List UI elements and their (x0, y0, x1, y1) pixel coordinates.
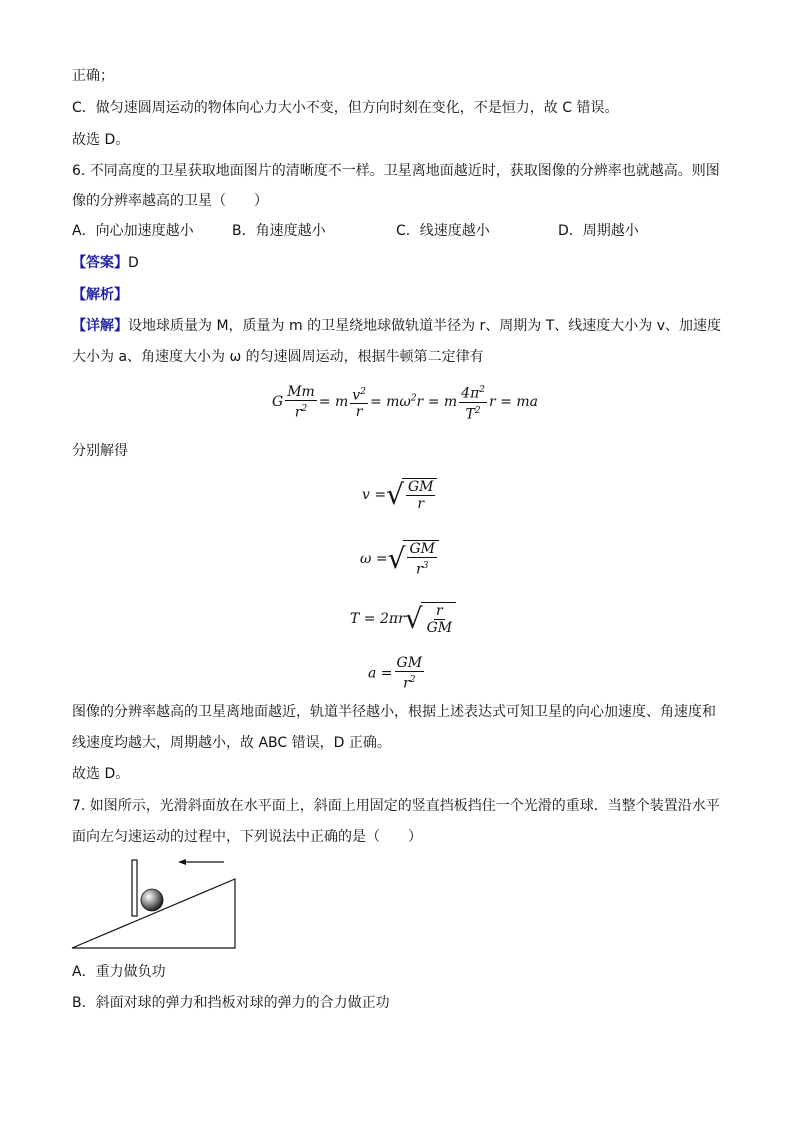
newton-equation: G $\frac{Mm}{r^2}$ = m $\frac{v^2}{r}$ = $m\omega^2r = m$ $\frac{4\pi^2}{T^2}$ r = ma (272, 383, 538, 423)
analysis-line (72, 285, 128, 305)
ball (141, 889, 163, 911)
conclusion-line-1: 图像的分辨率越高的卫星离地面越近，轨道半径越小，根据上述表达式可知卫星的向心加速度、角速度和 (72, 704, 716, 720)
detail-tag: 【详解】 (72, 318, 128, 334)
question-7-stem: 7. 如图所示，光滑斜面放在水平面上，斜面上用固定的竖直挡板挡住一个光滑的重球．当整个装置沿水平 (72, 798, 720, 814)
equation-v: v = √ $\frac{GM}{r}$ (362, 478, 437, 512)
question-7-stem-cont: 面向左匀速运动的过程中，下列说法中正确的是（ ） (72, 829, 422, 845)
detail-line-1 (72, 316, 721, 336)
equation-a: a = $\frac{GM}{r^2}$ (368, 655, 423, 692)
equation-T: T = 2πr √ $\frac{r}{GM}$ (350, 602, 456, 636)
question-6-stem-cont: 像的分辨率越高的卫星（ ） (72, 193, 268, 209)
detail-text: 设地球质量为 M，质量为 m 的卫星绕地球做轨道半径为 r、周期为 T、线速度大小为 v、加速度 (128, 318, 722, 334)
equation-omega: ω = √ $\frac{GM}{r^3}$ (360, 540, 439, 578)
text-line: 故选 D。 (72, 132, 130, 148)
question-6-stem: 6. 不同高度的卫星获取地面图片的清晰度不一样。卫星离地面越近时，获取图像的分辨率也就越高。则图 (72, 163, 720, 179)
pick-line: 故选 D。 (72, 766, 130, 782)
text-line: 正确； (72, 68, 114, 84)
answer-value: D (128, 255, 139, 271)
answer-line (72, 253, 139, 273)
arrow-head-icon (178, 859, 186, 865)
option-c: C．线速度越小 (396, 223, 490, 239)
detail-line-2: 大小为 a、角速度大小为 ω 的匀速圆周运动，根据牛顿第二定律有 (72, 349, 484, 365)
text-line: C．做匀速圆周运动的物体向心力大小不变，但方向时刻在变化，不是恒力，故 C 错误。 (72, 100, 619, 116)
conclusion-line-2: 线速度均越大，周期越小，故 ABC 错误，D 正确。 (72, 735, 391, 751)
analysis-tag: 【解析】 (72, 287, 128, 303)
option-d: D．周期越小 (558, 223, 639, 239)
option-b: B．角速度越小 (232, 223, 326, 239)
answer-tag: 【答案】 (72, 255, 128, 271)
baffle (132, 860, 137, 916)
q7-option-b: B．斜面对球的弹力和挡板对球的弹力的合力做正功 (72, 995, 390, 1011)
incline-figure (68, 850, 243, 954)
option-a: A．向心加速度越小 (72, 223, 194, 239)
solve-line: 分别解得 (72, 443, 128, 459)
q7-option-a: A．重力做负功 (72, 964, 166, 980)
